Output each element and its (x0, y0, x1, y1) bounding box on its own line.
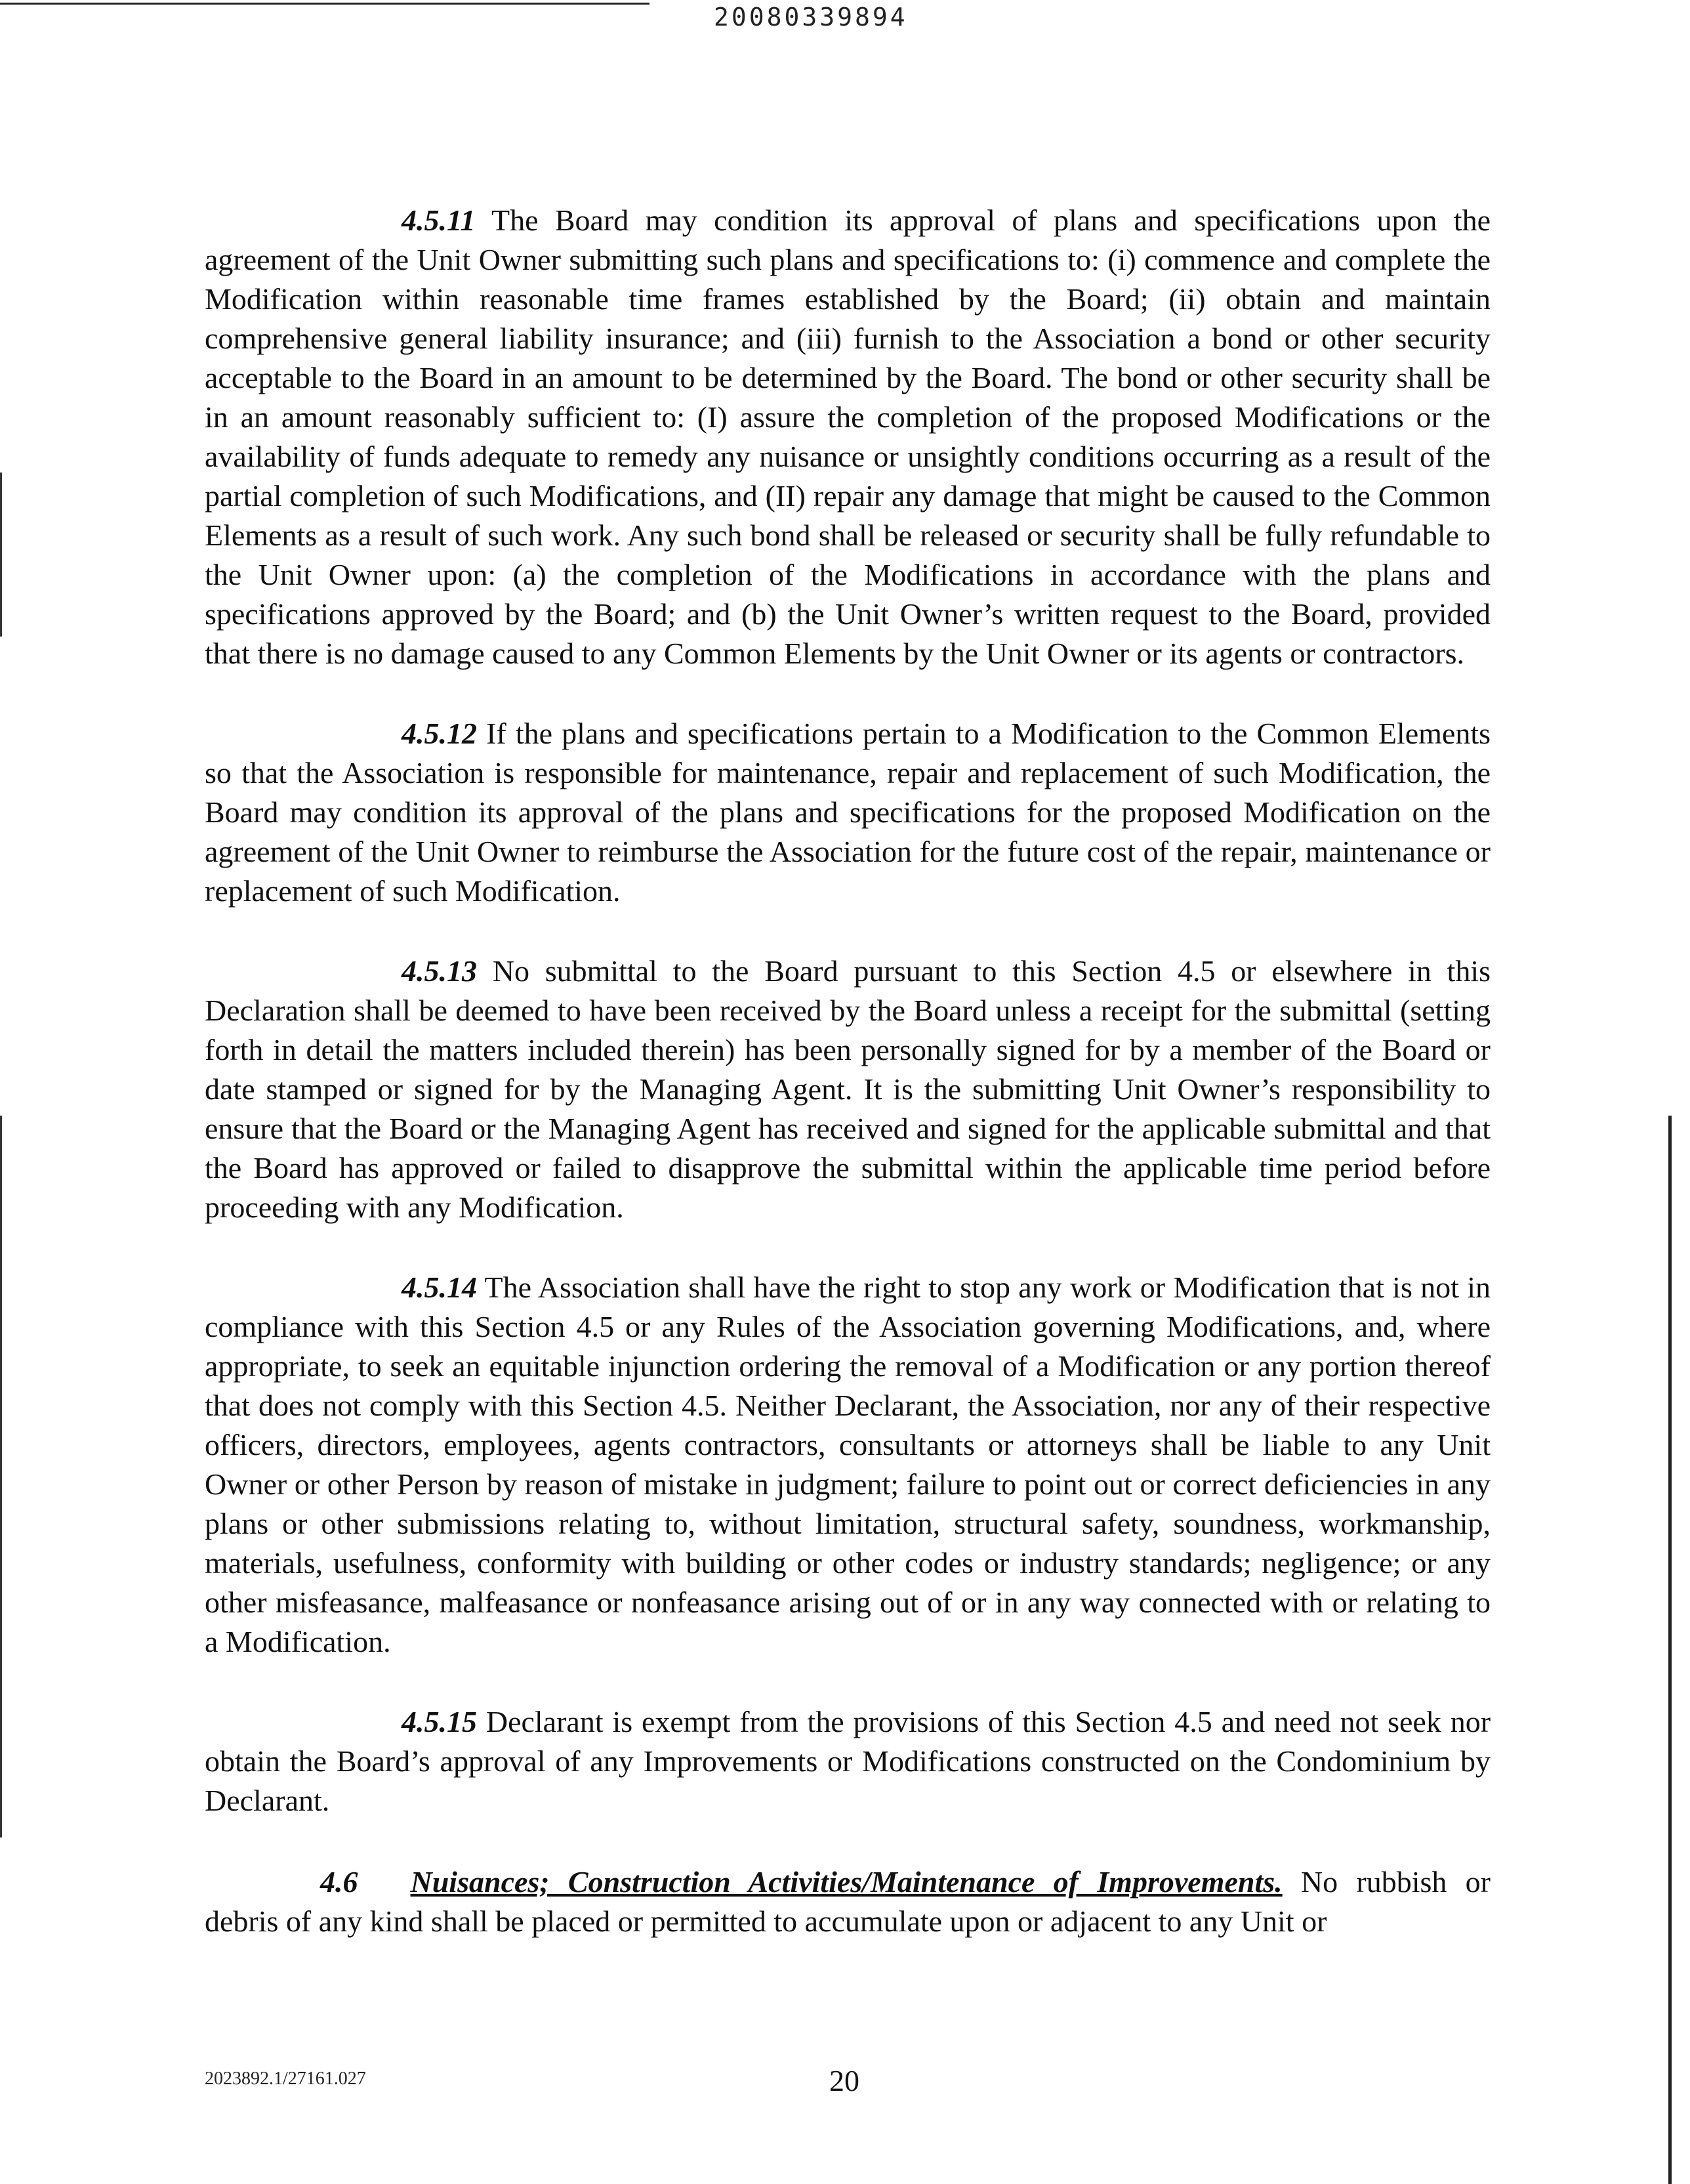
section-4-5-13 (205, 952, 1491, 1227)
scan-border-left-lower (0, 1116, 2, 1838)
section-4-5-11 (205, 201, 1491, 673)
scan-border-right (1668, 1116, 1672, 2184)
section-text: No submittal to the Board pursuant to this Section 4.5 or elsewhere in this Declaration shall be deemed to have been received by the Board unless a receipt for the submittal (setting forth in detail the matters included therein) has been personally signed for by a member of the Board or date stamped or signed for by the Managing Agent. It is the submitting Unit Owner’s responsibility to ensure that the Board or the Managing Agent has received and signed for the applicable submittal and that the Board has approved or failed to disapprove the submittal within the applicable time period before proceeding with any Modification. (205, 954, 1491, 1224)
footer-document-code: 2023892.1/27161.027 (205, 2068, 366, 2089)
document-body (205, 201, 1491, 1941)
section-4-5-14 (205, 1268, 1491, 1662)
section-number: 4.5.12 (402, 717, 477, 750)
scan-border-left-upper (0, 472, 2, 637)
section-number: 4.5.13 (402, 954, 477, 988)
section-text: Declarant is exempt from the provisions of this Section 4.5 and need not seek nor obtain the Board’s approval of any Improvements or Modifications constructed on the Condominium by Declarant. (205, 1705, 1491, 1817)
section-4-5-12 (205, 714, 1491, 911)
section-number: 4.5.15 (402, 1705, 477, 1738)
section-text: The Association shall have the right to stop any work or Modification that is not in compliance with this Section 4.5 or any Rules of the Association governing Modifications, and, where appropriate, to seek an equitable injunction ordering the removal of a Modification or any portion thereof that does not comply with this Section 4.5. Neither Declarant, the Association, nor any of their respective officers, directors, employees, agents contractors, consultants or attorneys shall be liable to any Unit Owner or other Person by reason of mistake in judgment; failure to point out or correct deficiencies in any plans or other submissions relating to, without limitation, structural safety, soundness, workmanship, materials, usefulness, conformity with building or other codes or industry standards; negligence; or any other misfeasance, malfeasance or nonfeasance arising out of or in any way connected with or relating to a Modification. (205, 1270, 1491, 1658)
section-heading: Nuisances; Construction Activities/Maintenance of Improvements. (410, 1865, 1283, 1899)
section-4-5-15 (205, 1702, 1491, 1820)
section-number: 4.6 (320, 1865, 358, 1899)
document-id: 20080339894 (714, 3, 908, 32)
section-text: No rubbish or debris of any kind shall be placed or permitted to accumulate upon or adjacent to any Unit or (205, 1865, 1491, 1938)
section-text: The Board may condition its approval of plans and specifications upon the agreement of the Unit Owner submitting such plans and specifications to: (i) commence and complete the Modification within reasonable time frames established by the Board; (ii) obtain and maintain comprehensive general liability insurance; and (iii) furnish to the Association a bond or other security acceptable to the Board in an amount to be determined by the Board. The bond or other security shall be in an amount reasonably sufficient to: (I) assure the completion of the proposed Modifications or the availability of funds adequate to remedy any nuisance or unsightly conditions occurring as a result of the partial completion of such Modifications, and (II) repair any damage that might be caused to the Common Elements as a result of such work. Any such bond shall be released or security shall be fully refundable to the Unit Owner upon: (a) the completion of the Modifications in accordance with the plans and specifications approved by the Board; and (b) the Unit Owner’s written request to the Board, provided that there is no damage caused to any Common Elements by the Unit Owner or its agents or contractors. (205, 203, 1491, 670)
section-number: 4.5.14 (402, 1270, 477, 1304)
page-number: 20 (829, 2064, 859, 2097)
section-text: If the plans and specifications pertain to a Modification to the Common Elements so that the Association is responsible for maintenance, repair and replacement of such Modification, the Board may condition its approval of the plans and specifications for the proposed Modification on the agreement of the Unit Owner to reimburse the Association for the future cost of the repair, maintenance or replacement of such Modification. (205, 717, 1491, 908)
section-4-6 (205, 1862, 1491, 1941)
section-number: 4.5.11 (402, 203, 476, 237)
scan-border-top (0, 3, 649, 5)
